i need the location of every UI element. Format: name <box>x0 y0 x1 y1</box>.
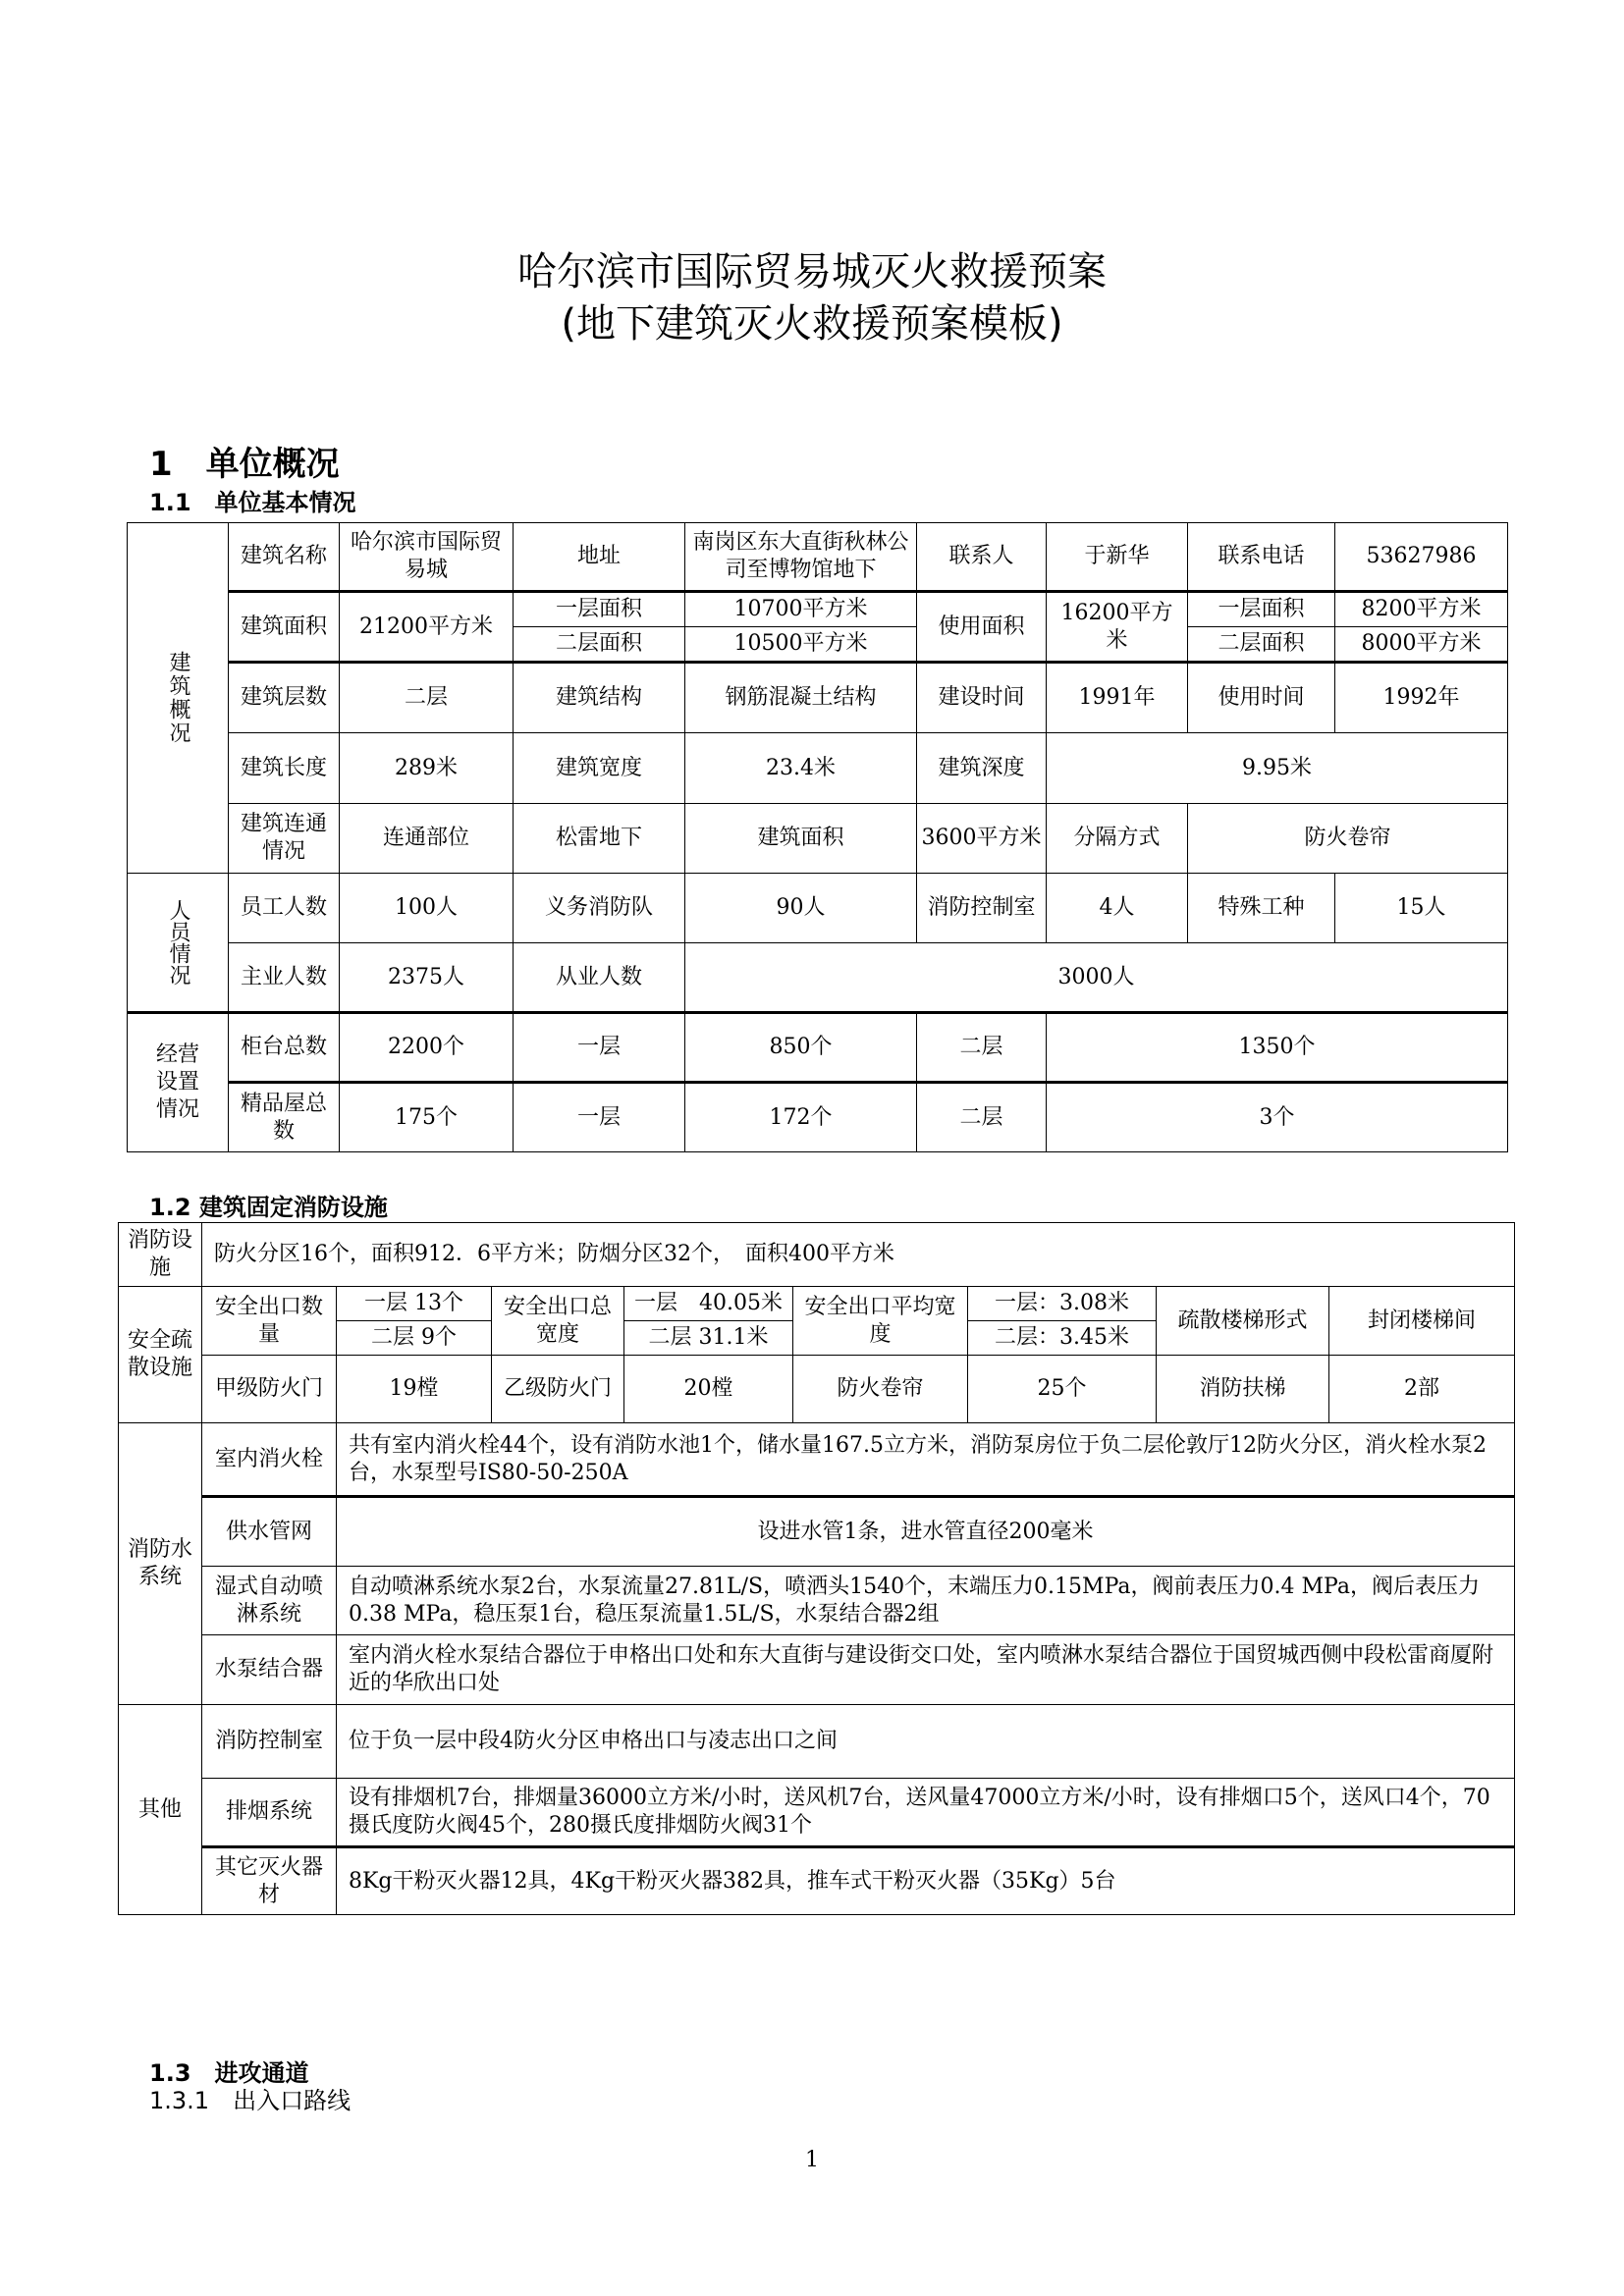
cell: 19樘 <box>337 1356 492 1423</box>
cell: 消防控制室 <box>917 874 1047 943</box>
section-heading-1: 1 单位概况 <box>149 445 340 484</box>
section-heading-1-3-1: 1.3.1 出入口路线 <box>149 2087 352 2114</box>
table-row <box>119 1567 1515 1635</box>
section-heading-1-3: 1.3 进攻通道 <box>149 2059 309 2087</box>
cell: 排烟系统 <box>202 1779 337 1847</box>
cell: 建设时间 <box>917 663 1047 733</box>
cell: 15人 <box>1335 874 1508 943</box>
table-row <box>128 523 1508 592</box>
cell: 25个 <box>968 1356 1157 1423</box>
cell: 使用面积 <box>917 592 1047 663</box>
cell: 位于负一层中段4防火分区申格出口与凌志出口之间 <box>337 1705 1515 1779</box>
table-row <box>128 733 1508 804</box>
cell: 建筑长度 <box>229 733 340 804</box>
cell: 防火分区16个，面积912．6平方米；防烟分区32个， 面积400平方米 <box>202 1223 1515 1287</box>
cell: 850个 <box>685 1013 917 1083</box>
cell: 172个 <box>685 1083 917 1152</box>
cell: 甲级防火门 <box>202 1356 337 1423</box>
cell: 20樘 <box>624 1356 793 1423</box>
section-heading-1-2: 1.2 建筑固定消防设施 <box>149 1194 388 1221</box>
cell: 共有室内消火栓44个，设有消防水池1个，储水量167.5立方米，消防泵房位于负二层伦敦厅12防火分区，消火栓水泵2台，水泵型号IS80-50-250A <box>337 1423 1515 1497</box>
basic-info-table <box>127 522 1508 1152</box>
cell: 钢筋混凝土结构 <box>685 663 917 733</box>
cell: 1350个 <box>1047 1013 1508 1083</box>
cell: 一层 40.05米 <box>624 1287 793 1321</box>
cell: 建筑名称 <box>229 523 340 592</box>
cell: 消防设施 <box>119 1223 202 1287</box>
cell: 建筑连通情况 <box>229 804 340 874</box>
cell: 2200个 <box>340 1013 514 1083</box>
cell: 室内消火栓 <box>202 1423 337 1497</box>
table-row <box>119 1287 1515 1321</box>
cell: 建筑宽度 <box>514 733 685 804</box>
cell: 主业人数 <box>229 943 340 1013</box>
table-row <box>128 874 1508 943</box>
cell: 自动喷淋系统水泵2台，水泵流量27.81L/S，喷洒头1540个，末端压力0.15MPa，阀前表压力0.4 MPa，阀后表压力0.38 MPa，稳压泵1台，稳压泵流量1.5L/S，水泵结合器2组 <box>337 1567 1515 1635</box>
cell: 湿式自动喷淋系统 <box>202 1567 337 1635</box>
cell: 二层面积 <box>1188 627 1335 663</box>
cell: 供水管网 <box>202 1497 337 1567</box>
cell: 23.4米 <box>685 733 917 804</box>
cell: 安全出口数量 <box>202 1287 337 1356</box>
group-business: 经营设置情况 <box>128 1013 229 1152</box>
cell: 21200平方米 <box>340 592 514 663</box>
cell: 175个 <box>340 1083 514 1152</box>
cell: 其它灭火器材 <box>202 1847 337 1915</box>
table-row <box>119 1497 1515 1567</box>
cell: 2部 <box>1329 1356 1515 1423</box>
group-water-system: 消防水系统 <box>119 1423 202 1705</box>
cell: 防火卷帘 <box>1188 804 1508 874</box>
cell: 二层面积 <box>514 627 685 663</box>
cell: 二层：3.45米 <box>968 1321 1157 1356</box>
table-row <box>119 1423 1515 1497</box>
table-row <box>128 663 1508 733</box>
cell: 从业人数 <box>514 943 685 1013</box>
group-personnel: 人员情况 <box>128 874 229 1013</box>
cell: 建筑层数 <box>229 663 340 733</box>
cell: 二层 <box>340 663 514 733</box>
cell: 消防控制室 <box>202 1705 337 1779</box>
cell: 二层 <box>917 1083 1047 1152</box>
cell: 哈尔滨市国际贸易城 <box>340 523 514 592</box>
cell: 16200平方米 <box>1047 592 1188 663</box>
cell: 建筑面积 <box>229 592 340 663</box>
cell: 于新华 <box>1047 523 1188 592</box>
cell: 设有排烟机7台，排烟量36000立方米/小时，送风机7台，送风量47000立方米/小时，设有排烟口5个，送风口4个，70摄氏度防火阀45个，280摄氏度排烟防火阀31个 <box>337 1779 1515 1847</box>
cell: 289米 <box>340 733 514 804</box>
page-number: 1 <box>805 2148 819 2172</box>
cell: 柜台总数 <box>229 1013 340 1083</box>
cell: 安全出口总宽度 <box>492 1287 624 1356</box>
cell: 一层 <box>514 1083 685 1152</box>
cell: 3600平方米 <box>917 804 1047 874</box>
cell: 8000平方米 <box>1335 627 1508 663</box>
table-row <box>119 1847 1515 1915</box>
cell: 疏散楼梯形式 <box>1157 1287 1329 1356</box>
group-other: 其他 <box>119 1705 202 1915</box>
cell: 9.95米 <box>1047 733 1508 804</box>
table-row <box>128 1083 1508 1152</box>
cell: 南岗区东大直街秋林公司至博物馆地下 <box>685 523 917 592</box>
table-row <box>119 1705 1515 1779</box>
table-row <box>128 1013 1508 1083</box>
document-title: 哈尔滨市国际贸易城灭火救援预案 <box>517 249 1107 294</box>
cell: 乙级防火门 <box>492 1356 624 1423</box>
cell: 8Kg干粉灭火器12具，4Kg干粉灭火器382具，推车式干粉灭火器（35Kg）5台 <box>337 1847 1515 1915</box>
cell: 建筑深度 <box>917 733 1047 804</box>
cell: 4人 <box>1047 874 1188 943</box>
cell: 一层面积 <box>1188 592 1335 627</box>
cell: 精品屋总数 <box>229 1083 340 1152</box>
cell: 员工人数 <box>229 874 340 943</box>
cell: 室内消火栓水泵结合器位于申格出口处和东大直街与建设街交口处，室内喷淋水泵结合器位于国贸城西侧中段松雷商厦附近的华欣出口处 <box>337 1635 1515 1705</box>
cell: 建筑结构 <box>514 663 685 733</box>
cell: 防火卷帘 <box>793 1356 968 1423</box>
document-subtitle: (地下建筑灭火救援预案模板) <box>561 301 1063 347</box>
cell: 联系人 <box>917 523 1047 592</box>
cell: 使用时间 <box>1188 663 1335 733</box>
table-row <box>128 943 1508 1013</box>
cell: 2375人 <box>340 943 514 1013</box>
cell: 10500平方米 <box>685 627 917 663</box>
cell: 松雷地下 <box>514 804 685 874</box>
table-row <box>119 1635 1515 1705</box>
cell: 安全出口平均宽度 <box>793 1287 968 1356</box>
table-row <box>119 1223 1515 1287</box>
section-heading-1-1: 1.1 单位基本情况 <box>149 489 356 516</box>
cell: 1992年 <box>1335 663 1508 733</box>
cell: 地址 <box>514 523 685 592</box>
table-row <box>119 1779 1515 1847</box>
cell: 联系电话 <box>1188 523 1335 592</box>
cell: 封闭楼梯间 <box>1329 1287 1515 1356</box>
cell: 8200平方米 <box>1335 592 1508 627</box>
cell: 连通部位 <box>340 804 514 874</box>
table-row <box>128 592 1508 627</box>
cell: 二层 31.1米 <box>624 1321 793 1356</box>
cell: 建筑面积 <box>685 804 917 874</box>
group-building: 建筑概况 <box>128 523 229 874</box>
cell: 1991年 <box>1047 663 1188 733</box>
cell: 一层 <box>514 1013 685 1083</box>
cell: 一层面积 <box>514 592 685 627</box>
cell: 53627986 <box>1335 523 1508 592</box>
table-row <box>119 1356 1515 1423</box>
table-row <box>128 804 1508 874</box>
cell: 一层：3.08米 <box>968 1287 1157 1321</box>
cell: 消防扶梯 <box>1157 1356 1329 1423</box>
cell: 特殊工种 <box>1188 874 1335 943</box>
cell: 3个 <box>1047 1083 1508 1152</box>
cell: 90人 <box>685 874 917 943</box>
cell: 一层 13个 <box>337 1287 492 1321</box>
cell: 10700平方米 <box>685 592 917 627</box>
cell: 3000人 <box>685 943 1508 1013</box>
group-evacuation: 安全疏散设施 <box>119 1287 202 1423</box>
cell: 二层 <box>917 1013 1047 1083</box>
fire-facilities-table <box>118 1222 1515 1915</box>
cell: 二层 9个 <box>337 1321 492 1356</box>
cell: 100人 <box>340 874 514 943</box>
cell: 设进水管1条，进水管直径200毫米 <box>337 1497 1515 1567</box>
cell: 义务消防队 <box>514 874 685 943</box>
cell: 水泵结合器 <box>202 1635 337 1705</box>
cell: 分隔方式 <box>1047 804 1188 874</box>
